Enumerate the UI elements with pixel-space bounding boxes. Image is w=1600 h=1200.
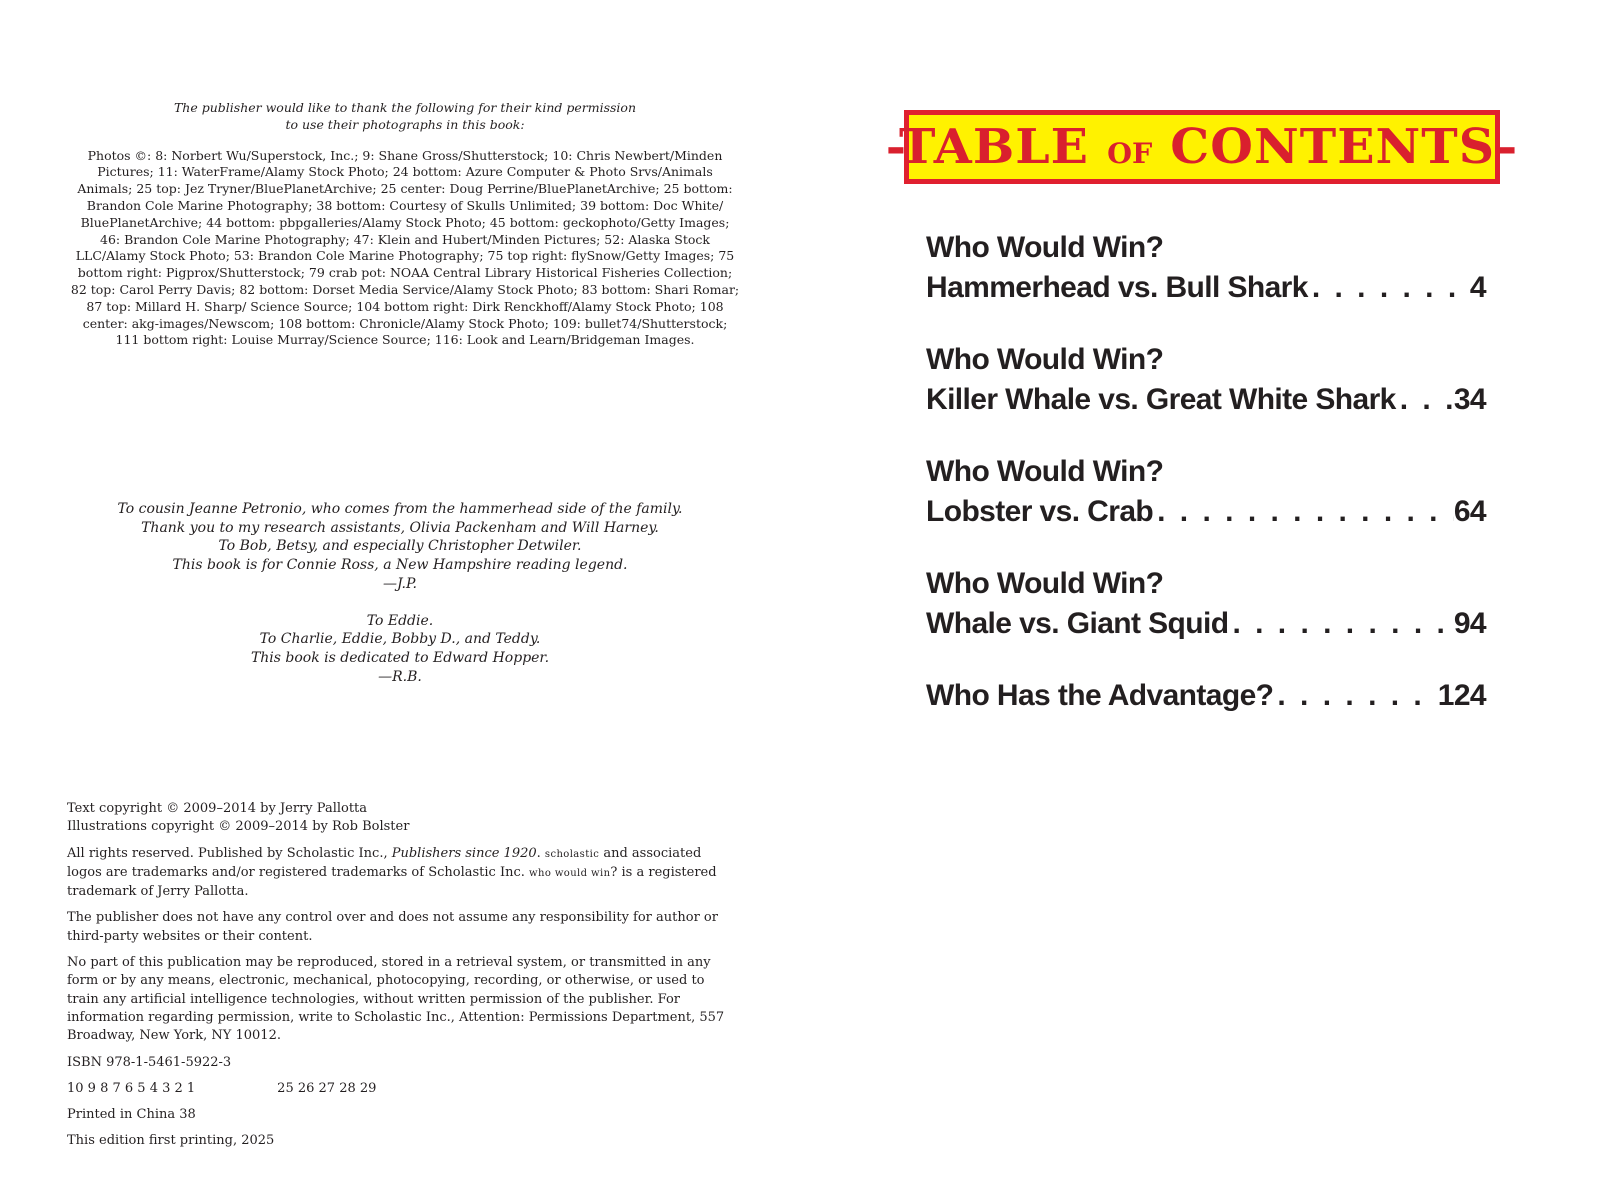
toc-banner	[885, 110, 1519, 184]
credits-intro-line: The publisher would like to thank the following for their kind permission	[173, 100, 637, 115]
dedication-line: To cousin Jeanne Petronio, who comes from the hammerhead side of the family.	[117, 501, 683, 517]
toc-entry-row	[926, 492, 1486, 532]
copyright-holders	[67, 800, 727, 837]
toc-entry-row	[926, 380, 1486, 420]
publisher-motto: Publishers since 1920	[391, 845, 537, 861]
toc-list	[926, 228, 1486, 748]
copyright-notice	[67, 800, 727, 1159]
dedication	[100, 500, 700, 704]
toc-entry-page: 124	[1437, 679, 1486, 712]
dedication-line: To Eddie.	[366, 612, 434, 629]
credits-body: Photos ©: 8: Norbert Wu/Superstock, Inc.; 9: Shane Gross/Shutterstock; 10: Chris Newbert/Minden Pictures; 11: WaterFrame/Alamy Stock Photo; 24 bottom: Azure Computer & Photo Srvs/Animals Animals; 25 top: Jez Tryner/BluePlanetArchive; 25 center: Doug Perrine/BluePlanetArchive; 25 bottom: Brandon Cole Marine Photography; 38 bottom: Courtesy of Skulls Unlimited; 39 bottom: Doc White/ BluePlanetArchive; 44 bottom: pbpgalleries/Alamy Stock Photo; 45 bottom: geckophoto/Getty Images; 46: Brandon Cole Marine Photography; 47: Klein and Hubert/Minden Pictures; 52: Alaska Stock LLC/Alamy Stock Photo; 53: Brandon Cole Marine Photography; 75 top right: flySnow/Getty Images; 75 bottom right: Pigprox/Shutterstock; 79 crab pot: NOAA Central Library Historical Fisheries Collection; 82 top: Carol Perry Davis; 82 bottom: Dorset Media Service/Alamy Stock Photo; 83 bottom: Shari Romar; 87 top: Millard H. Sharp/ Science Source; 104 bottom right: Dirk Renckhoff/Alamy Stock Photo; 108 center: akg-images/Newscom; 108 bottom: Chronicle/Alamy Stock Photo; 109: bullet74/Shutterstock; 111 bottom right: Louise Murray/Science Source; 116: Look and Learn/Bridgeman Images.	[70, 147, 740, 348]
illustrations-copyright: Illustrations copyright © 2009–2014 by Rob Bolster	[67, 819, 410, 835]
rights-text: ? is a registered trademark of Jerry Pallotta.	[67, 864, 717, 900]
rights-statement	[67, 845, 727, 902]
toc-entry-page: 64	[1453, 495, 1486, 528]
toc-entry-row	[926, 268, 1486, 308]
scholastic-trademark: scholastic	[544, 848, 600, 860]
dedication-signature: —J.P.	[382, 575, 417, 592]
toc-entry-heading: Who Would Win?	[926, 231, 1164, 264]
responsibility-disclaimer: The publisher does not have any control over and does not assume any responsibility for author or third-party websites or their content.	[67, 910, 718, 944]
rights-text: .	[536, 845, 545, 861]
toc-entry-title: Whale vs. Giant Squid	[926, 607, 1229, 640]
edition: This edition first printing, 2025	[67, 1133, 275, 1149]
toc-entry-heading: Who Would Win?	[926, 567, 1164, 600]
toc-entry-row	[926, 676, 1486, 716]
illustrator-dedication	[100, 612, 700, 687]
credits-intro-line: to use their photographs in this book:	[285, 116, 525, 132]
dedication-signature: —R.B.	[378, 668, 422, 685]
toc-entry-title: Who Has the Advantage?	[926, 679, 1274, 712]
year-line: 25 26 27 28 29	[277, 1080, 377, 1096]
toc-entry[interactable]	[926, 228, 1486, 308]
credits-intro	[70, 100, 740, 134]
text-copyright: Text copyright © 2009–2014 by Jerry Pallotta	[67, 801, 368, 816]
toc-entry[interactable]	[926, 340, 1486, 420]
dedication-line: To Charlie, Eddie, Bobby D., and Teddy.	[259, 631, 541, 648]
dot-leader	[1396, 380, 1454, 420]
toc-entry-heading: Who Would Win?	[926, 455, 1164, 488]
dot-leader	[1153, 492, 1454, 532]
toc-entry-title: Lobster vs. Crab	[926, 495, 1154, 528]
toc-entry-page: 34	[1453, 383, 1486, 416]
rights-text: All rights reserved. Published by Scholastic Inc.,	[67, 845, 392, 861]
author-dedication	[100, 500, 700, 594]
toc-entry[interactable]	[926, 564, 1486, 644]
toc-entry-page: 94	[1453, 607, 1486, 640]
isbn: ISBN 978-1-5461-5922-3	[67, 1054, 232, 1070]
dedication-line: Thank you to my research assistants, Olivia Packenham and Will Harney.	[141, 519, 659, 536]
dot-leader	[1228, 604, 1453, 644]
printing-numbers	[67, 1080, 727, 1098]
reproduction-notice: No part of this publication may be reproduced, stored in a retrieval system, or transmitted in any form or by any means, electronic, mechanical, photocopying, recording, or otherwise, or used to train any artificial intelligence technologies, without written permission of the publisher. For information regarding permission, write to Scholastic Inc., Attention: Permissions Department, 557 Broadway, New York, NY 10012.	[67, 955, 725, 1044]
toc-entry-heading: Who Would Win?	[926, 343, 1164, 376]
toc-entry-title: Hammerhead vs. Bull Shark	[926, 271, 1308, 304]
toc-title-of: OF	[1107, 137, 1153, 170]
print-line: 10 9 8 7 6 5 4 3 2 1	[67, 1080, 196, 1096]
toc-title	[886, 119, 1518, 175]
toc-entry-title: Killer Whale vs. Great White Shark	[926, 383, 1396, 416]
toc-entry[interactable]	[926, 676, 1486, 716]
series-trademark: who would win	[529, 867, 611, 879]
dedication-line: This book is dedicated to Edward Hopper.	[250, 649, 550, 666]
dedication-line: To Bob, Betsy, and especially Christopher Detwiler.	[218, 538, 582, 555]
toc-entry[interactable]	[926, 452, 1486, 532]
dedication-line: This book is for Connie Ross, a New Hampshire reading legend.	[172, 557, 628, 574]
photo-credits	[70, 100, 740, 349]
toc-title-part: -TABLE	[885, 119, 1108, 175]
toc-title-part: CONTENTS-	[1152, 119, 1519, 175]
dot-leader	[1273, 676, 1437, 716]
rights-text: and associated logos are trademarks and/or registered trademarks of Scholastic Inc.	[67, 845, 702, 880]
dot-leader	[1308, 268, 1470, 308]
contents-page	[800, 0, 1600, 1200]
toc-entry-page: 4	[1469, 271, 1486, 304]
printed-in: Printed in China 38	[67, 1107, 196, 1123]
toc-entry-row	[926, 604, 1486, 644]
